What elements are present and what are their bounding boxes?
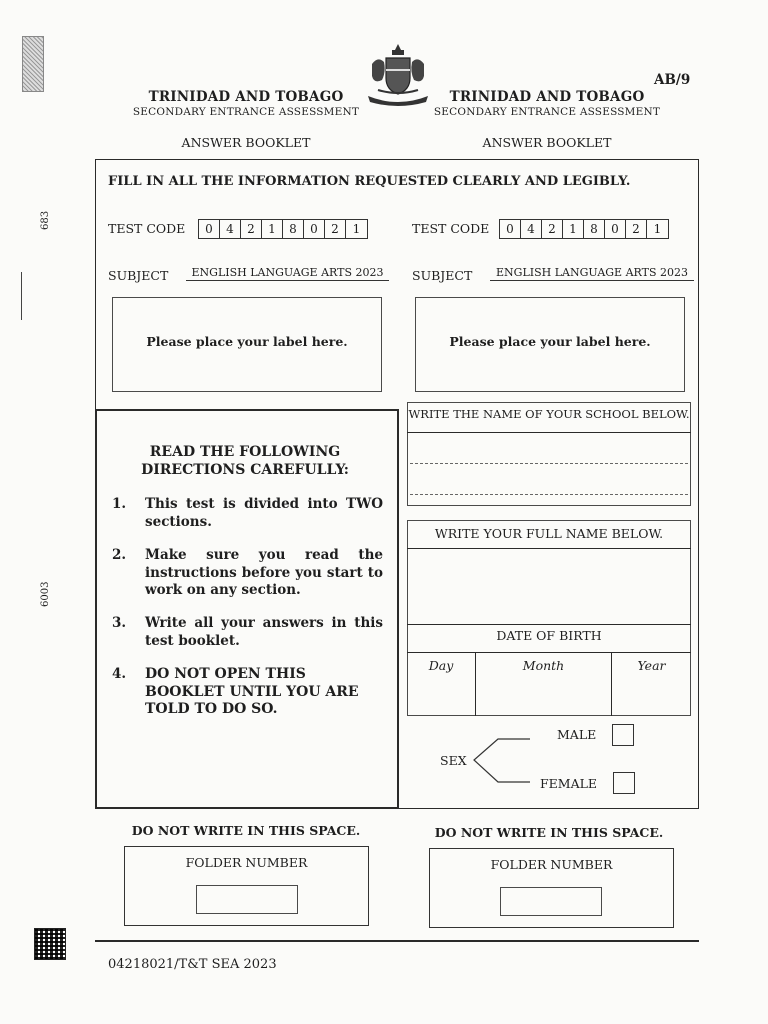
school-name-line [410, 463, 688, 464]
direction-number: 2. [112, 547, 127, 563]
code-digit: 2 [325, 220, 346, 238]
full-name-box[interactable] [407, 520, 691, 716]
dob-header-divider [407, 652, 691, 653]
code-digit: 0 [500, 220, 521, 238]
qr-code [34, 928, 66, 960]
subject-value-right: ENGLISH LANGUAGE ARTS 2023 [490, 266, 694, 281]
full-name-label: WRITE YOUR FULL NAME BELOW. [434, 526, 664, 541]
code-digit: 0 [304, 220, 325, 238]
folder-number-field-right[interactable] [500, 887, 602, 916]
direction-text: DO NOT OPEN THIS BOOKLET UNTIL YOU ARE TOLD TO DO SO. [145, 666, 359, 717]
code-digit: 1 [262, 220, 283, 238]
dob-divider [407, 624, 691, 625]
code-digit: 1 [352, 222, 361, 236]
code-digit: 2 [542, 220, 563, 238]
header-assessment-left: SECONDARY ENTRANCE ASSESSMENT [132, 106, 360, 118]
header-country-left: TRINIDAD AND TOBAGO [148, 89, 344, 105]
code-digit: 2 [241, 220, 262, 238]
label-placeholder-right: Please place your label here. [449, 334, 651, 349]
male-label: MALE [557, 727, 597, 742]
name-divider [407, 548, 691, 549]
sex-bracket [470, 736, 532, 786]
do-not-write-right: DO NOT WRITE IN THIS SPACE. [434, 825, 664, 840]
direction-text: This test is divided into TWO sections. [145, 496, 383, 530]
school-name-label: WRITE THE NAME OF YOUR SCHOOL BELOW. [408, 407, 690, 421]
code-digit: 0 [199, 220, 220, 238]
code-digit: 8 [584, 220, 605, 238]
test-code-label-left: TEST CODE [108, 221, 186, 236]
school-divider [407, 432, 691, 433]
folder-number-label-right: FOLDER NUMBER [490, 857, 613, 872]
test-code-field-right [499, 219, 669, 239]
margin-number-bottom: 6003 [40, 581, 51, 607]
dob-day-label: Day [428, 658, 454, 673]
folder-number-label-left: FOLDER NUMBER [185, 855, 308, 870]
margin-mark [21, 272, 22, 320]
code-digit: 4 [220, 220, 241, 238]
margin-number-top: 683 [40, 210, 51, 230]
test-code-field-left [198, 219, 368, 239]
header-country-right: TRINIDAD AND TOBAGO [449, 89, 645, 105]
booklet-code: AB/9 [654, 72, 691, 88]
directions-heading: READ THE FOLLOWING DIRECTIONS CAREFULLY: [141, 444, 349, 478]
code-digit: 1 [563, 220, 584, 238]
code-digit: 4 [521, 220, 542, 238]
dob-label: DATE OF BIRTH [496, 628, 602, 643]
fill-in-instruction: FILL IN ALL THE INFORMATION REQUESTED CLEARLY AND LEGIBLY. [108, 174, 631, 189]
direction-number: 3. [112, 615, 127, 631]
code-digit: 1 [653, 222, 662, 236]
direction-number: 4. [112, 666, 127, 682]
code-digit: 8 [283, 220, 304, 238]
subject-value-left: ENGLISH LANGUAGE ARTS 2023 [186, 266, 389, 281]
footer-code: 04218021/T&T SEA 2023 [108, 957, 277, 972]
do-not-write-left: DO NOT WRITE IN THIS SPACE. [131, 823, 361, 838]
dob-month-label: Month [522, 658, 565, 673]
header-booklet-right: ANSWER BOOKLET [482, 135, 612, 150]
male-checkbox[interactable] [612, 724, 634, 746]
margin-stamp [22, 36, 44, 92]
header-assessment-right: SECONDARY ENTRANCE ASSESSMENT [433, 106, 661, 118]
subject-label-right: SUBJECT [412, 268, 473, 283]
code-digit: 2 [626, 220, 647, 238]
school-name-line [410, 494, 688, 495]
sex-label: SEX [440, 753, 467, 768]
code-digit: 0 [605, 220, 626, 238]
test-code-label-right: TEST CODE [412, 221, 490, 236]
female-label: FEMALE [540, 776, 598, 791]
direction-number: 1. [112, 496, 127, 512]
folder-number-field-left[interactable] [196, 885, 298, 914]
footer-rule [95, 940, 699, 942]
header-booklet-left: ANSWER BOOKLET [181, 135, 311, 150]
direction-text: Make sure you read the instructions before you start to work on any section. [145, 547, 383, 598]
dob-year-label: Year [637, 658, 666, 673]
label-placeholder-left: Please place your label here. [146, 334, 348, 349]
subject-label-left: SUBJECT [108, 268, 169, 283]
direction-text: Write all your answers in this test booklet. [145, 615, 383, 649]
female-checkbox[interactable] [613, 772, 635, 794]
